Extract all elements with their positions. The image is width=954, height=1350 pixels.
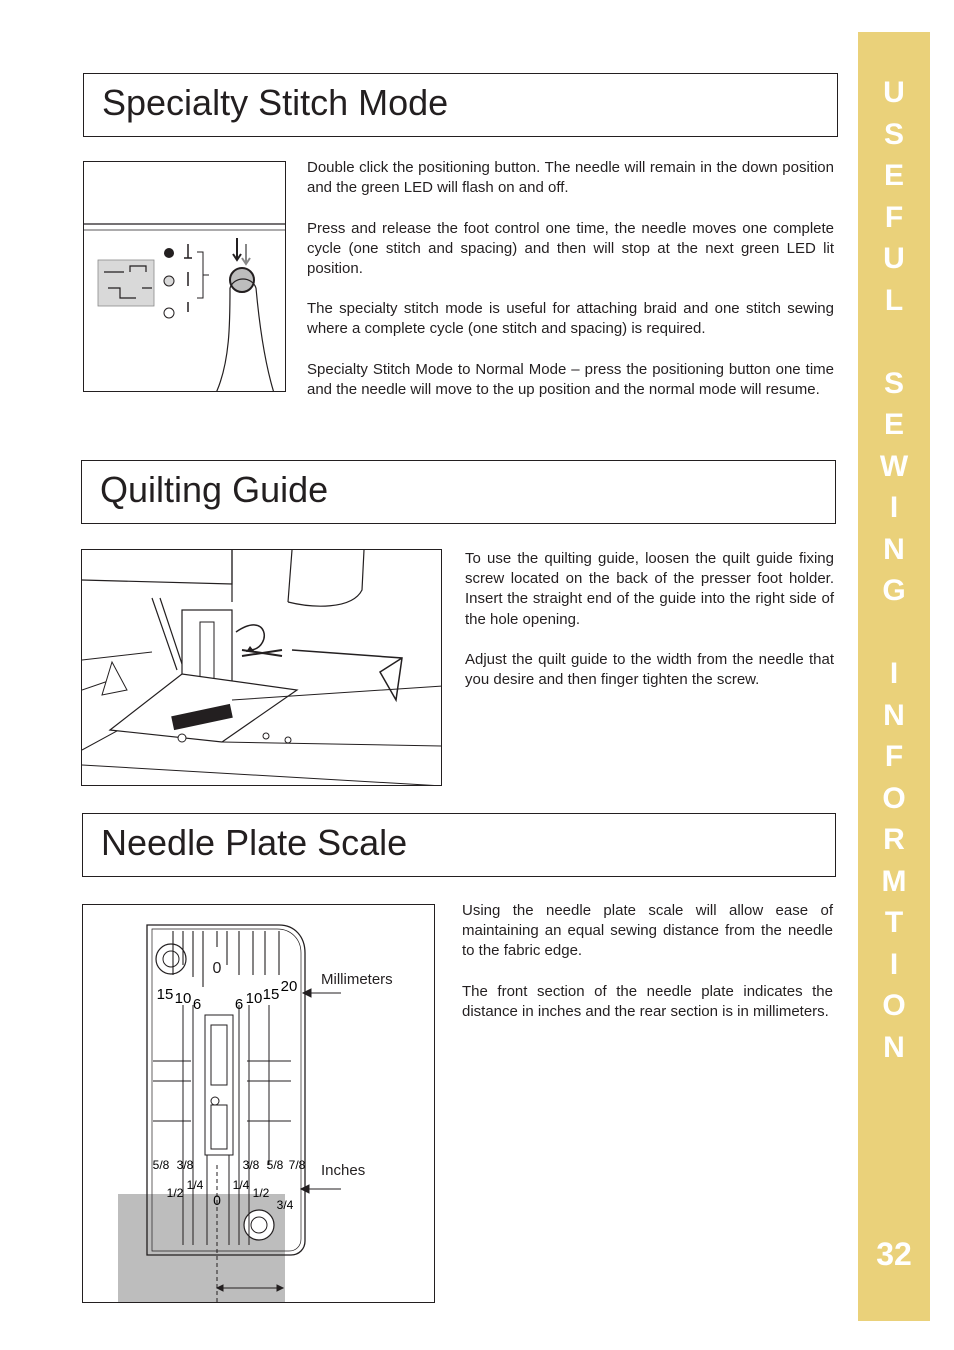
mm-mark: 10: [174, 990, 192, 1007]
sidebar-letter: R: [883, 823, 905, 856]
sidebar-letter: L: [884, 283, 904, 317]
inch-mark: 1/2: [166, 1186, 184, 1200]
sidebar-letter: O: [882, 781, 906, 815]
needle-plate-paragraph-1: Using the needle plate scale will allow ease of maintaining an equal sewing distance from the needle to the fabric edge.: [462, 902, 833, 960]
section-heading: Specialty Stitch Mode: [102, 82, 449, 123]
inch-mark: 5/8: [152, 1158, 170, 1172]
sidebar-letter: U: [883, 242, 905, 275]
millimeters-label: Millimeters: [321, 971, 393, 988]
mm-mark: 6: [234, 996, 244, 1013]
sidebar-letter: O: [882, 989, 906, 1022]
chapter-title-vertical: [858, 72, 930, 1068]
inches-label: Inches: [321, 1162, 366, 1179]
mm-mark: 10: [245, 990, 263, 1007]
sidebar-letter: T: [884, 906, 904, 939]
mm-mark: 20: [280, 978, 298, 995]
needle-plate-paragraph-2: The front section of the needle plate indicates the distance in inches and the rear section is in millimeters.: [462, 983, 833, 1021]
mm-mark: 15: [262, 986, 280, 1003]
sidebar-letter: W: [879, 449, 909, 483]
sidebar-letter: [858, 612, 930, 654]
inch-mark: 5/8: [266, 1158, 284, 1172]
sidebar-letter: F: [884, 740, 904, 773]
specialty-paragraph-4: Specialty Stitch Mode to Normal Mode – press the positioning button one time and the needle will move to the up position and the normal mode will resume.: [307, 361, 834, 399]
sidebar-letter: I: [889, 657, 899, 690]
quilting-guide-drawing: [82, 550, 442, 786]
section-heading: Quilting Guide: [100, 469, 329, 510]
sidebar-letter: M: [881, 864, 907, 898]
sidebar-letter: F: [884, 200, 904, 234]
inch-mark: 1/4: [232, 1178, 250, 1192]
sidebar-letter: U: [883, 76, 905, 109]
mm-zero-mark: 0: [212, 960, 222, 977]
sidebar-letter: [858, 321, 930, 363]
sidebar-letter: I: [889, 947, 899, 981]
page-number: 32: [876, 1236, 912, 1272]
quilting-paragraph-2: Adjust the quilt guide to the width from the needle that you desire and then finger tighten the screw.: [465, 651, 834, 689]
section-title-quilting-guide: [81, 460, 836, 524]
inch-mark: 3/4: [276, 1198, 294, 1212]
specialty-paragraph-1: Double click the positioning button. The needle will remain in the down position and the green LED will flash on and off.: [307, 159, 834, 197]
sidebar-letter: E: [883, 159, 904, 192]
inch-mark: 1/4: [186, 1178, 204, 1192]
specialty-paragraph-2: Press and release the foot control one time, the needle moves one complete cycle (one stitch and spacing) and then will stop at the next green LED lit position.: [307, 220, 834, 278]
sidebar-letter: N: [883, 1030, 905, 1064]
needle-plate-illustration: [82, 904, 435, 1303]
specialty-paragraph-3: The specialty stitch mode is useful for attaching braid and one stitch sewing where a complete cycle (one stitch and spacing) is required.: [307, 300, 834, 338]
inch-mark: 1/2: [252, 1186, 270, 1200]
sidebar-letter: G: [882, 574, 906, 607]
mm-mark: 6: [192, 996, 202, 1013]
section-title-needle-plate-scale: [82, 813, 836, 877]
mm-mark: 15: [156, 986, 174, 1003]
sidebar-letter: I: [889, 491, 899, 524]
quilting-guide-illustration: [81, 549, 442, 786]
positioning-button-drawing: [84, 162, 286, 392]
sidebar-letter: S: [883, 117, 904, 151]
inch-zero-mark: 0: [213, 1192, 221, 1208]
needle-plate-drawing: [83, 905, 435, 1303]
sidebar-letter: N: [883, 698, 905, 732]
sidebar-letter: E: [883, 408, 904, 441]
chapter-sidebar: [858, 32, 930, 1321]
positioning-button-illustration: [83, 161, 286, 392]
sidebar-letter: N: [883, 532, 905, 566]
section-heading: Needle Plate Scale: [101, 822, 408, 863]
sidebar-letter: S: [883, 366, 904, 400]
inch-mark: 3/8: [176, 1158, 194, 1172]
inch-mark: 7/8: [288, 1158, 306, 1172]
section-title-specialty-stitch-mode: [83, 73, 838, 137]
inch-mark: 3/8: [242, 1158, 260, 1172]
quilting-paragraph-1: To use the quilting guide, loosen the quilt guide fixing screw located on the back of the presser foot holder. Insert the straight end of the guide into the right side of the hole opening.: [465, 550, 834, 628]
